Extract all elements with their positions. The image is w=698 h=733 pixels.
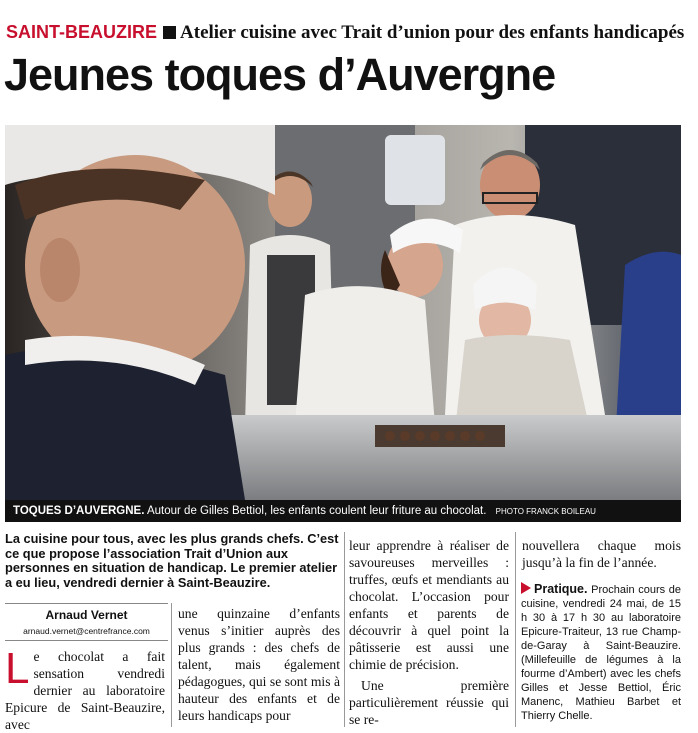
author-block (5, 603, 168, 641)
author-name: Arnaud Vernet (45, 608, 128, 622)
body-column-2 (178, 605, 340, 724)
body-column-1 (5, 644, 165, 733)
pratique-label: Pratique. (534, 582, 588, 596)
body-col3-paragraph-1: leur apprendre à réaliser de savoureuses merveilles : truffes, œufs et mendiants au chocolat. L’occasion pour enfants et parents de découvrir à quel point la pâtisserie est aussi une chimie de précision. (349, 538, 509, 672)
headline: Jeunes toques d’Auvergne (4, 49, 556, 100)
column-divider (344, 532, 345, 727)
kicker (6, 22, 696, 46)
photo-credit: PHOTO FRANCK BOILEAU (495, 507, 596, 516)
kicker-square-icon (163, 26, 176, 39)
caption-label: TOQUES D’AUVERGNE. (13, 505, 145, 517)
caption-text: Autour de Gilles Bettiol, les enfants coulent leur friture au chocolat. (146, 505, 487, 517)
photo-illustration (5, 125, 681, 500)
body-col2-text: une quinzaine d’enfants venus s’initier auprès des plus grands : des chefs de talent, mais également pédagogues, qui se sont mis à hauteur des enfants et de leurs handicaps pour (178, 606, 340, 723)
pratique-text: Prochain cours de cuisine, vendredi 24 mai, de 15 h 30 à 17 h 30 au laboratoire Epicure-Traiteur, 13 rue Champ-de-Garay à Saint-Beauzire. (Millefeuille de légumes à la fourme d’Ambert) avec les chefs Gilles et Jesse Bettiol, Éric Manenc, Mathieu Barbet et Thierry Chelle. (521, 584, 681, 722)
body-column-3 (349, 537, 509, 728)
body-column-4 (522, 537, 681, 571)
arrow-right-icon (521, 582, 531, 594)
kicker-subtitle: Atelier cuisine avec Trait d’union pour des enfants handicapés (180, 22, 685, 43)
column-divider (515, 532, 516, 727)
pratique-box (521, 582, 681, 723)
body-col1-text: e chocolat a fait sensation vendredi dernier au laboratoire Epicure de Saint-Beauzire, avec (5, 649, 165, 732)
column-divider (171, 603, 172, 727)
article-photo (5, 125, 681, 500)
photo-caption (5, 500, 681, 522)
body-col3-paragraph-2: Une première particulièrement réussie qui se re- (349, 678, 509, 727)
article-lede: La cuisine pour tous, avec les plus grands chefs. C’est ce que propose l’association Trait d’Union aux personnes en situation de handicap. Le premier atelier a eu lieu, vendredi dernier à Saint-Beauzire. (5, 531, 339, 590)
kicker-place: SAINT-BEAUZIRE (6, 22, 158, 42)
author-email[interactable]: arnaud.vernet@centrefrance.com (5, 626, 168, 641)
drop-cap: L (5, 644, 30, 693)
body-col4-text: nouvellera chaque mois jusqu’à la fin de l’année. (522, 538, 681, 570)
